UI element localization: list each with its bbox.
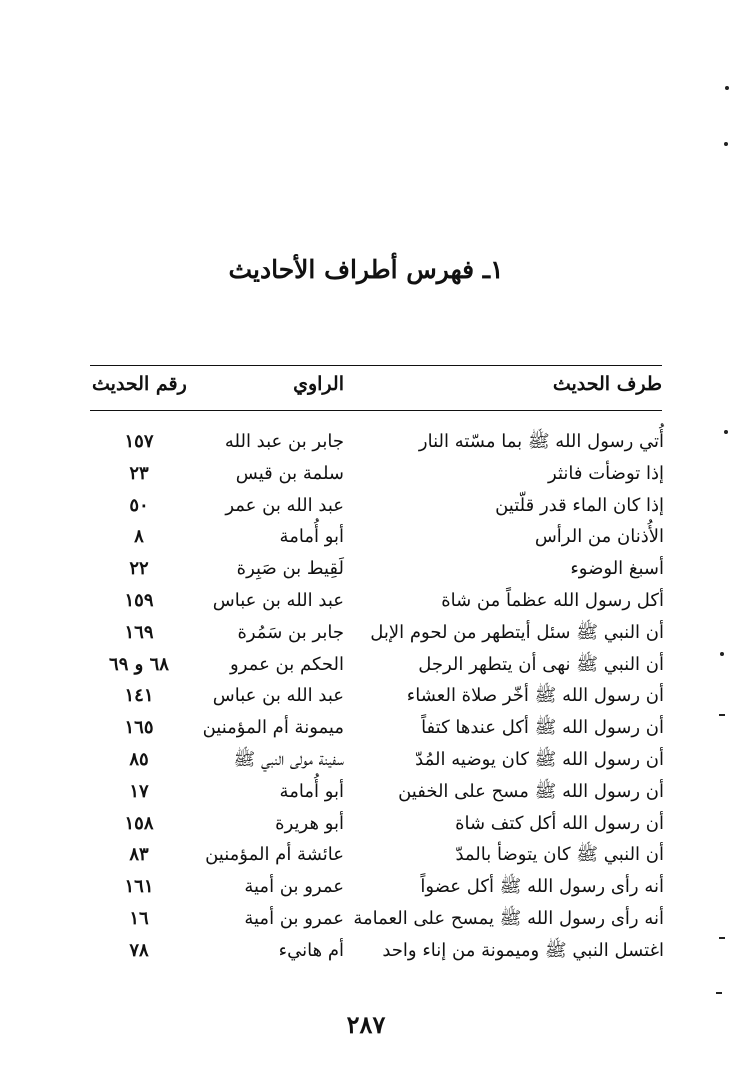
narrator-text: عائشة أم المؤمنين <box>205 844 344 866</box>
hadith-number: ٢٢ <box>129 558 149 580</box>
hadith-number: ٨ <box>134 526 144 548</box>
table-top-rule <box>90 365 662 366</box>
scan-speck <box>724 142 728 146</box>
page-title: ١ـ فهرس أطراف الأحاديث <box>228 255 504 284</box>
scan-speck <box>720 652 724 656</box>
narrator-text: عمرو بن أمية <box>244 907 344 929</box>
hadith-number: ١٦٩ <box>124 621 154 643</box>
narrator-text: جابر بن عبد الله <box>224 431 344 452</box>
narrator-text: سفينة مولى النبي ﷺ <box>233 748 344 770</box>
hadith-number: ٨٥ <box>129 748 149 770</box>
hadith-text: أُتي رسول الله ﷺ بما مسّته النار <box>418 431 664 452</box>
table-row <box>0 587 732 619</box>
hadith-table <box>0 428 732 969</box>
table-row <box>0 555 732 587</box>
table-row <box>0 937 732 969</box>
scan-speck <box>725 86 729 90</box>
hadith-number: ٨٣ <box>129 844 149 866</box>
table-row <box>0 714 732 746</box>
hadith-number: ١٤١ <box>124 685 154 707</box>
table-row <box>0 523 732 555</box>
narrator-text: عبد الله بن عباس <box>212 589 344 611</box>
table-row <box>0 873 732 905</box>
hadith-text: أن النبي ﷺ نهى أن يتطهر الرجل <box>418 653 664 675</box>
hadith-text: اغتسل النبي ﷺ وميمونة من إناء واحد <box>382 939 664 961</box>
narrator-text: أبو هريرة <box>275 812 344 834</box>
hadith-number: ١٦١ <box>124 876 154 898</box>
scan-speck <box>719 937 725 939</box>
table-row <box>0 841 732 873</box>
hadith-text: أنه رأى رسول الله ﷺ أكل عضواً <box>420 876 664 898</box>
hadith-text: أن رسول الله ﷺ كان يوضيه المُدّ <box>415 748 664 770</box>
table-row <box>0 428 732 460</box>
narrator-text: أبو أُمامة <box>279 526 344 548</box>
hadith-number: ٦٨ و ٦٩ <box>109 653 169 675</box>
hadith-number: ٥٠ <box>129 494 149 516</box>
hadith-text: أنه رأى رسول الله ﷺ يمسح على العمامة <box>353 907 664 929</box>
hadith-text: أن رسول الله ﷺ أخّر صلاة العشاء <box>406 685 664 707</box>
narrator-text: ميمونة أم المؤمنين <box>202 717 344 739</box>
hadith-number: ١٥٨ <box>124 812 154 834</box>
narrator-text: عبد الله بن عباس <box>212 685 344 707</box>
header-narrator: الراوي <box>293 373 344 395</box>
narrator-text: أم هانيء <box>278 939 344 961</box>
narrator-text: عمرو بن أمية <box>244 876 344 898</box>
header-hadith: طرف الحديث <box>552 373 662 395</box>
narrator-text: جابر بن سَمُرة <box>237 621 344 643</box>
hadith-number: ٢٣ <box>129 462 149 484</box>
table-row <box>0 746 732 778</box>
hadith-number: ٧٨ <box>129 939 149 961</box>
hadith-text: إذا كان الماء قدر قلّتين <box>495 494 664 516</box>
scan-speck <box>719 714 725 716</box>
table-row <box>0 778 732 810</box>
hadith-text: أن النبي ﷺ سئل أيتطهر من لحوم الإبل <box>370 621 664 643</box>
hadith-number: ١٥٩ <box>124 589 154 611</box>
narrator-text: الحكم بن عمرو <box>230 653 344 675</box>
page-number: ٢٨٧ <box>346 1010 386 1039</box>
hadith-text: أن رسول الله ﷺ أكل عندها كتفاً <box>421 717 664 739</box>
hadith-text: أن رسول الله أكل كتف شاة <box>455 812 664 834</box>
narrator-text: أبو أُمامة <box>279 780 344 802</box>
hadith-number: ١٧ <box>129 780 149 802</box>
table-row <box>0 492 732 524</box>
hadith-number: ١٥٧ <box>124 431 154 452</box>
narrator-text: عبد الله بن عمر <box>225 494 344 516</box>
hadith-number: ١٦٥ <box>124 717 154 739</box>
table-row <box>0 810 732 842</box>
hadith-text: الأُذنان من الرأس <box>534 526 664 548</box>
table-header-rule <box>90 410 662 411</box>
table-row <box>0 619 732 651</box>
narrator-text: سلمة بن قيس <box>235 462 344 484</box>
hadith-text: إذا توضأت فانثر <box>548 462 664 484</box>
hadith-text: أن النبي ﷺ كان يتوضأ بالمدّ <box>455 844 664 866</box>
hadith-text: أكل رسول الله عظماً من شاة <box>441 589 664 611</box>
hadith-text: أسبغ الوضوء <box>570 558 664 580</box>
table-row <box>0 460 732 492</box>
hadith-text: أن رسول الله ﷺ مسح على الخفين <box>398 780 664 802</box>
scan-speck <box>716 992 722 994</box>
table-row <box>0 905 732 937</box>
table-row <box>0 682 732 714</box>
header-number: رقم الحديث <box>92 373 187 395</box>
scan-speck <box>724 430 728 434</box>
hadith-number: ١٦ <box>129 907 149 929</box>
table-row <box>0 651 732 683</box>
narrator-text: لَقِيط بن صَبِرة <box>236 558 344 580</box>
